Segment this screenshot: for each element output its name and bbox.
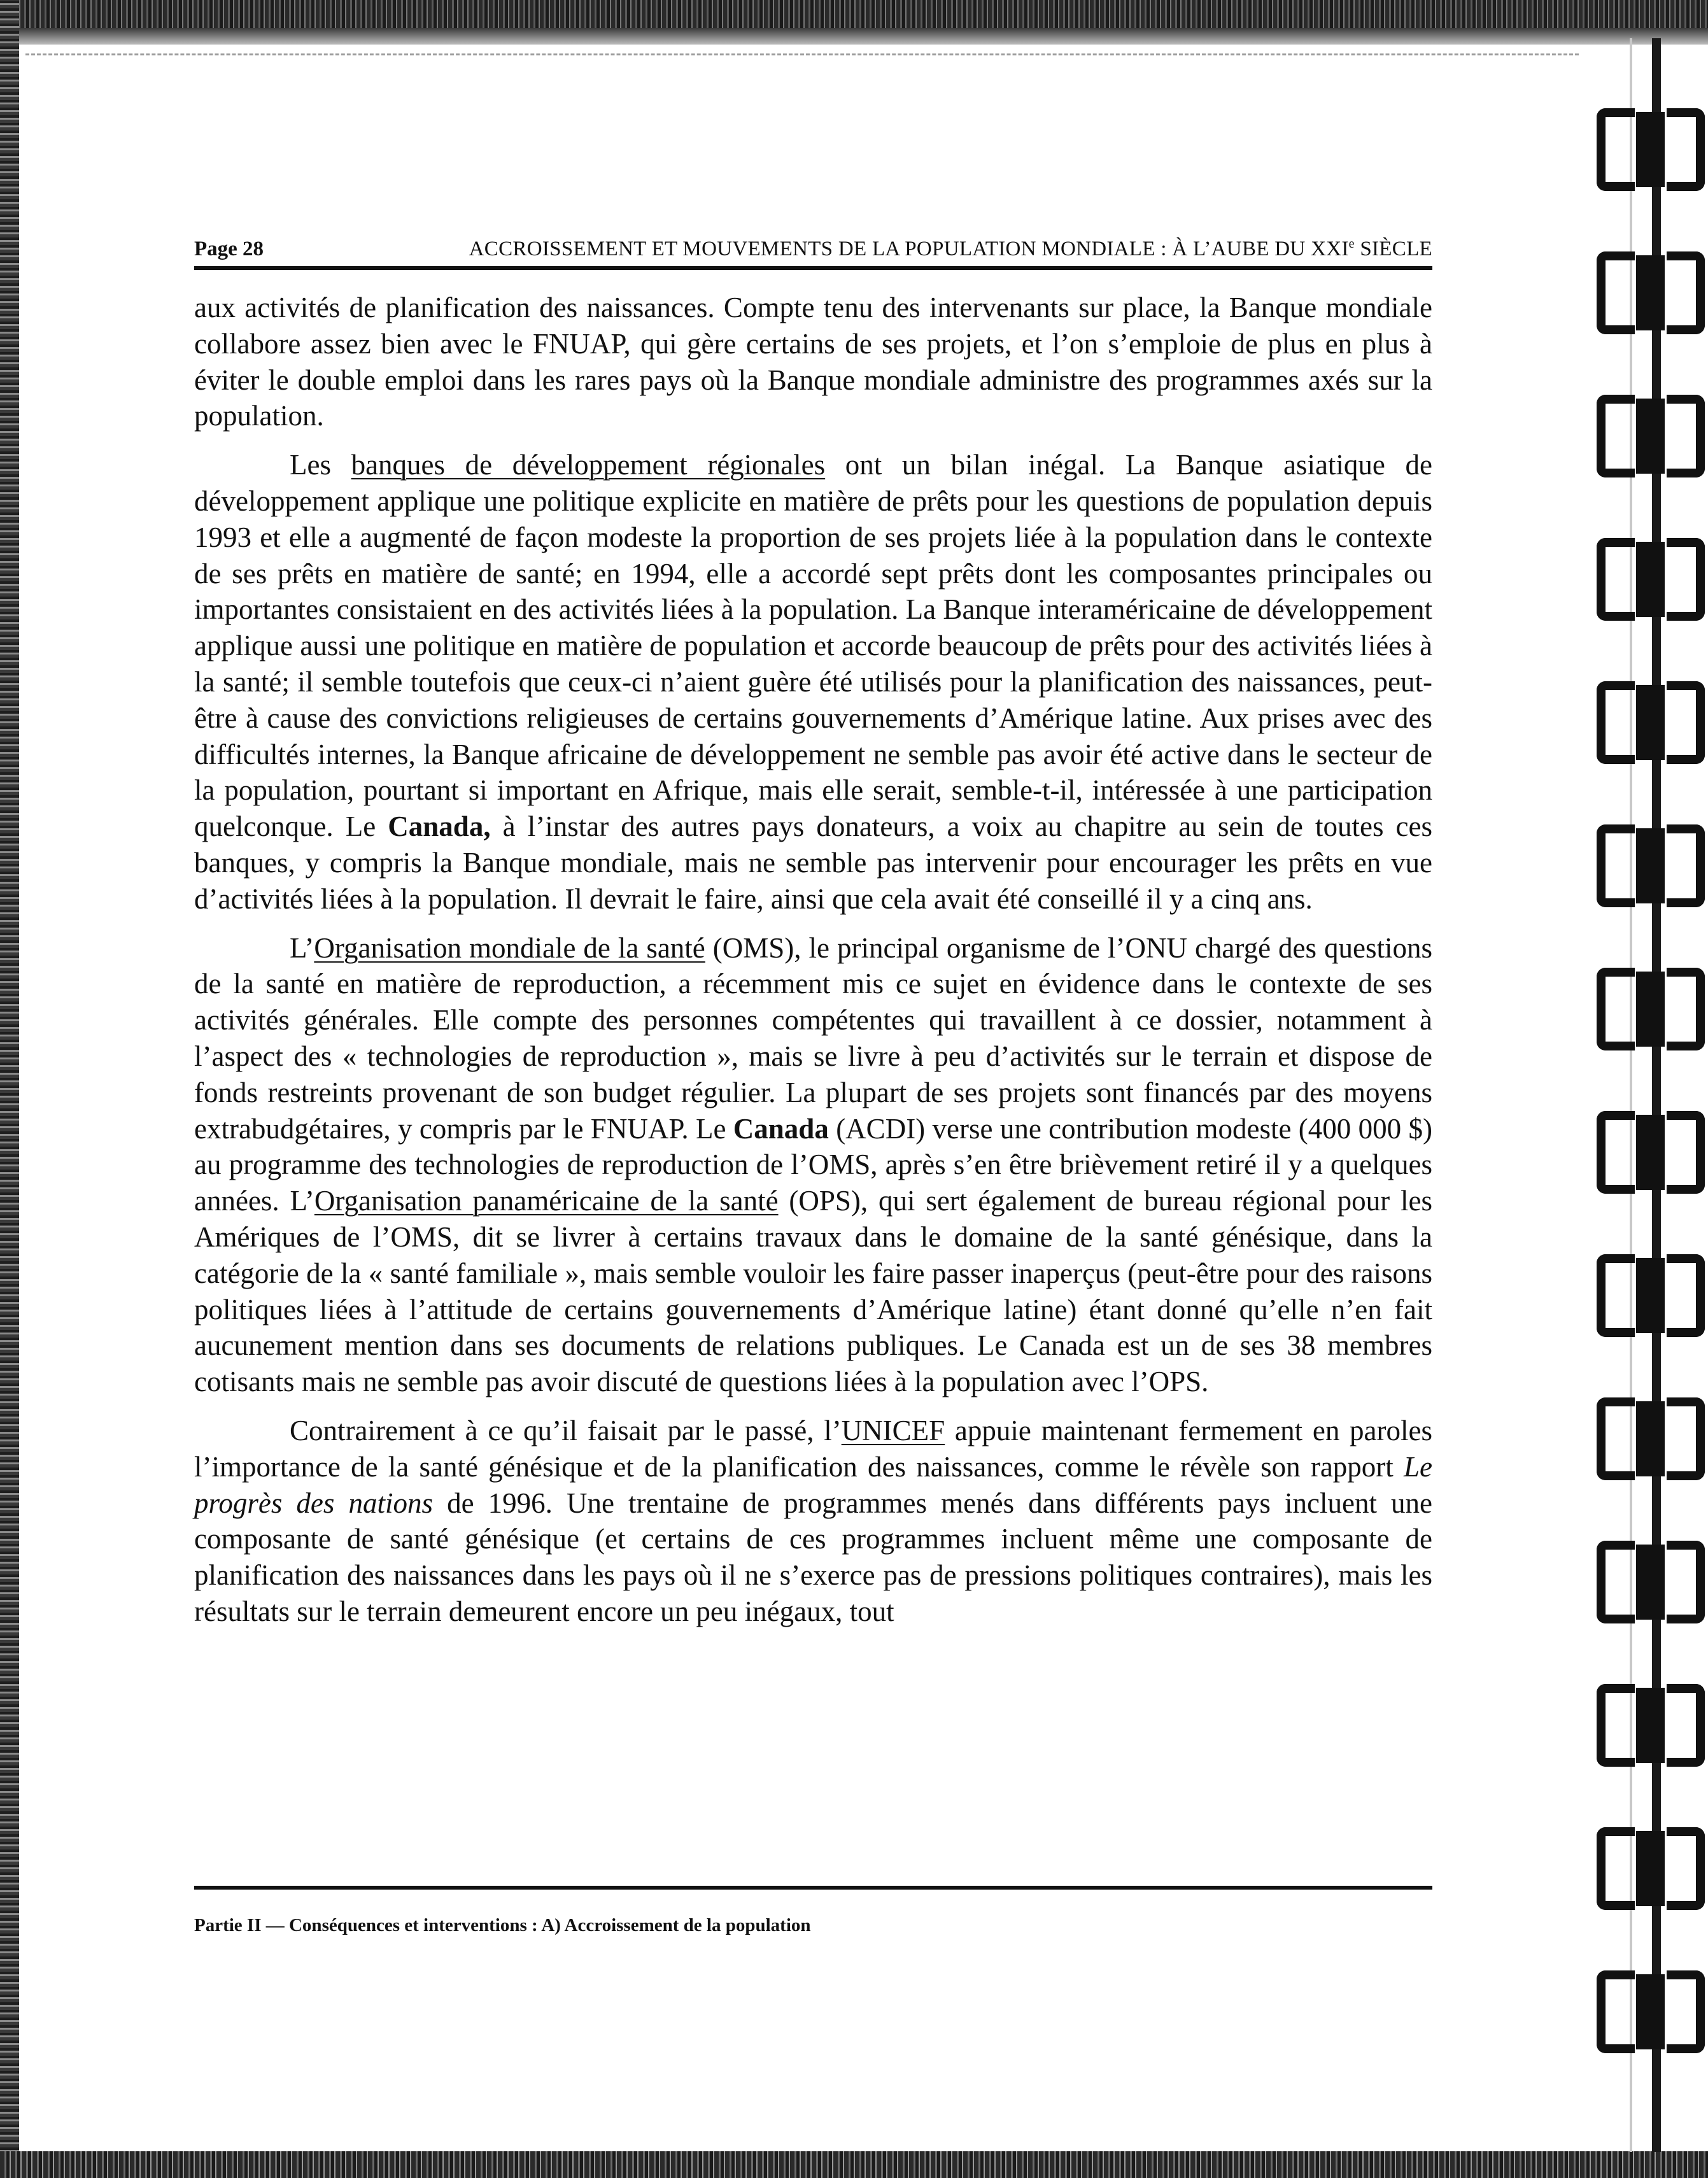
- paragraph-3: L’Organisation mondiale de la santé (OMS), le principal organisme de l’ONU chargé des questions de la santé en matière de reproduction, a récemment mis ce sujet en évidence dans le contexte de ses activités générales. Elle compte des personnes compétentes qui travaillent à ce dossier, notamment à l’aspect des « technologies de reproduction », mais se livre à peu d’activités sur le terrain et dispose de fonds restreints provenant de son budget régulier. La plupart de ses projets sont financés par des moyens extrabudgétaires, y compris par le FNUAP. Le Canada (ACDI) verse une contribution modeste (400 000 $) au programme des technologies de reproduction de l’OMS, après s’en être brièvement retiré il y a quelques années. L’Organisation panaméricaine de la santé (OPS), qui sert également de bureau régional pour les Amériques de l’OMS, dit se livrer à certains travaux dans le domaine de la santé génésique, dans la catégorie de la « santé familiale », mais semble vouloir les faire passer inaperçus (peut-être pour des raisons politiques liées à l’attitude de certains gouvernements d’Amérique latine) étant donné qu’elle n’en fait aucunement mention dans ses documents de relations publiques. Le Canada est un de ses 38 membres cotisants mais ne semble pas avoir discuté de questions liées à la population avec l’OPS.: [194, 931, 1433, 1398]
- binding-coil: [1592, 538, 1708, 621]
- binding-coil: [1592, 395, 1708, 477]
- binding-coil: [1592, 968, 1708, 1050]
- binding-coil: [1592, 108, 1708, 191]
- scan-top-edge: [0, 0, 1708, 45]
- paragraph-1: aux activités de planification des naissances. Compte tenu des intervenants sur place, la Banque mondiale collabore assez bien avec le FNUAP, qui gère certains de ses projets, et l’on s’emploie de plus en plus à éviter le double emploi dans les rares pays où la Banque mondiale administre des programmes axés sur la population.: [194, 292, 1432, 432]
- binding-coil: [1592, 251, 1708, 334]
- binding-coil: [1592, 1254, 1708, 1337]
- running-title: ACCROISSEMENT ET MOUVEMENTS DE LA POPULATION MONDIALE : À L’AUBE DU XXIe SIÈCLE: [469, 237, 1432, 260]
- scan-left-edge: [0, 0, 19, 2178]
- bold-canada: Canada: [733, 1112, 829, 1145]
- spiral-binding: [1592, 38, 1708, 2152]
- scan-bottom-edge: [0, 2151, 1708, 2178]
- binding-coil: [1592, 1827, 1708, 1910]
- bold-canada: Canada,: [388, 810, 491, 843]
- binding-coil: [1592, 1397, 1708, 1480]
- binding-coil: [1592, 681, 1708, 764]
- footer-rule: [194, 1886, 1432, 1890]
- term-ops: Organisation panaméricaine de la santé: [314, 1185, 779, 1217]
- binding-coil: [1592, 1541, 1708, 1623]
- report-title: Le progrès des nations: [194, 1450, 1432, 1519]
- binding-coil: [1592, 824, 1708, 907]
- top-faint-rule: [25, 53, 1579, 55]
- body-text: [194, 290, 1432, 1643]
- paragraph-2: Les banques de développement régionales ont un bilan inégal. La Banque asiatique de développement applique une politique explicite en matière de prêts pour les questions de population depuis 1993 et elle a augmenté de façon modeste la proportion de ses projets liée à la population dans le contexte de ses prêts en matière de santé; en 1994, elle a accordé sept prêts dont les composantes principales ou importantes consistaient en des activités liées à la population. La Banque interaméricaine de développement applique aussi une politique en matière de population et accorde beaucoup de prêts pour des activités liées à la santé; il semble toutefois que ceux-ci n’aient guère été utilisés pour la planification des naissances, peut-être à cause des convictions religieuses de certains gouvernements d’Amérique latine. Aux prises avec des difficultés internes, la Banque africaine de développement ne semble pas avoir été active dans le secteur de la population, pourtant si important en Afrique, mais elle serait, semble-t-il, intéressée à une participation quelconque. Le Canada, à l’instar des autres pays donateurs, a voix au chapitre au sein de toutes ces banques, y compris la Banque mondiale, mais ne semble pas intervenir pour encourager les prêts en vue d’activités liées à la population. Il devrait le faire, ainsi que cela avait été conseillé il y a cinq ans.: [194, 449, 1432, 915]
- term-unicef: UNICEF: [841, 1414, 945, 1446]
- term-regional-banks: banques de développement régionales: [351, 449, 826, 481]
- page-number: Page 28: [194, 237, 264, 260]
- binding-coil: [1592, 1111, 1708, 1194]
- paragraph-4: Contrairement à ce qu’il faisait par le passé, l’UNICEF appuie maintenant fermement en paroles l’importance de la santé génésique et de la planification des naissances, comme le révèle son rapport Le progrès des nations de 1996. Une trentaine de programmes menés dans différents pays incluent une composante de santé génésique (et certains de ces programmes incluent même une composante de planification des naissances dans les pays où il ne s’exerce pas de pressions politiques contraires), mais les résultats sur le terrain demeurent encore un peu inégaux, tout: [194, 1414, 1432, 1627]
- page-header: [194, 228, 1432, 270]
- term-oms: Organisation mondiale de la santé: [314, 931, 705, 964]
- binding-coil: [1592, 1684, 1708, 1767]
- page-footer: Partie II — Conséquences et interventions : A) Accroissement de la population: [194, 1915, 811, 1935]
- binding-coil: [1592, 1970, 1708, 2053]
